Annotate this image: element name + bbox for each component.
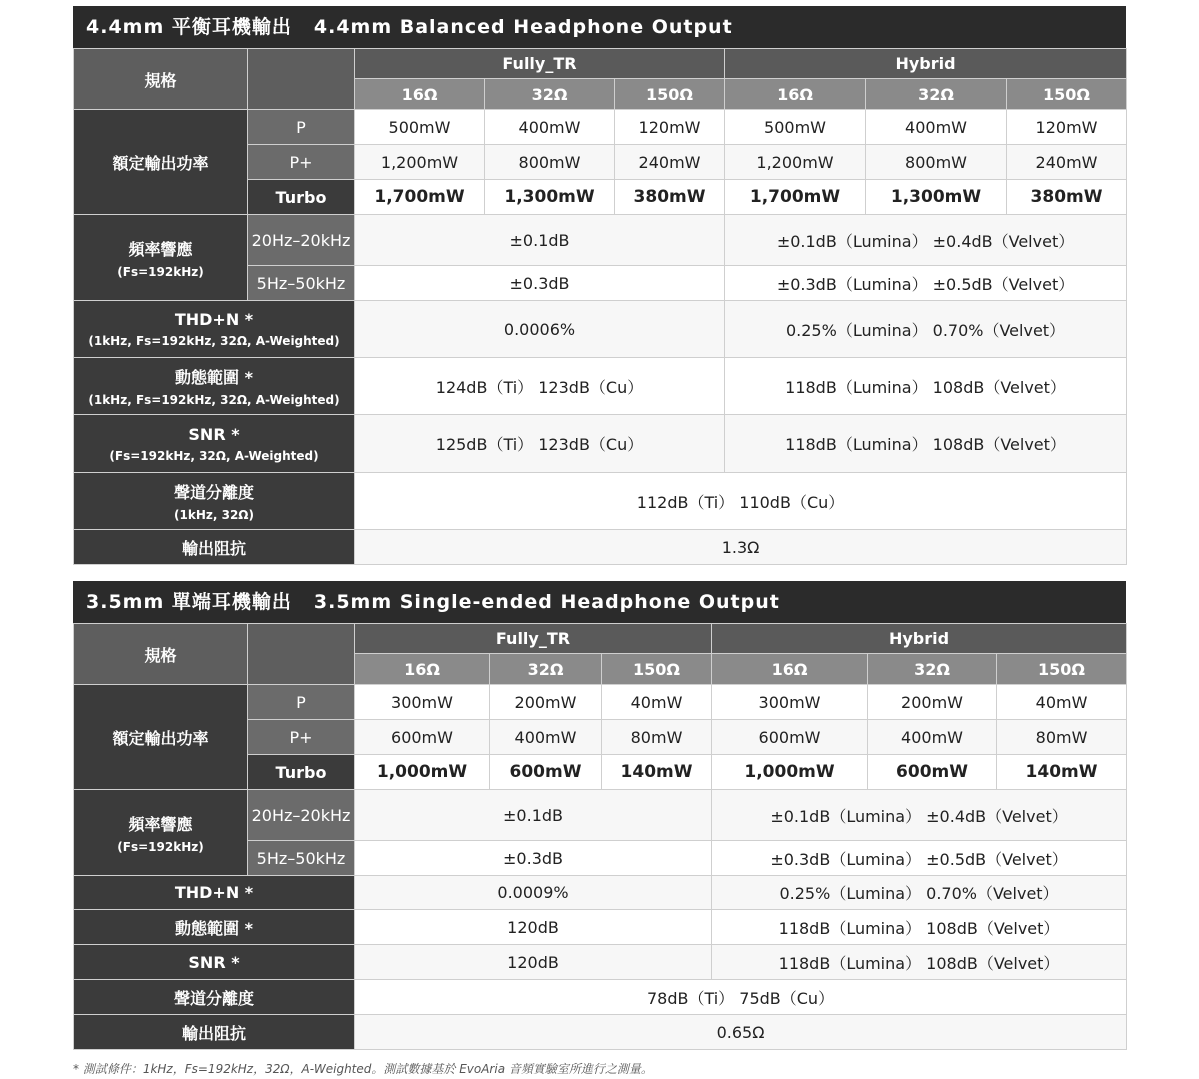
value-cell: ±0.3dB — [355, 266, 725, 301]
power-label: 額定輸出功率 — [74, 685, 248, 790]
thd-label: THD+N * — [74, 876, 355, 910]
value-cell: 125dB（Ti） 123dB（Cu） — [355, 415, 725, 473]
spec-table — [73, 623, 1127, 1050]
value-cell: 118dB（Lumina） 108dB（Velvet） — [725, 415, 1127, 473]
value-cell: 124dB（Ti） 123dB（Cu） — [355, 358, 725, 415]
value-cell: 400mW — [485, 110, 615, 145]
impedance-header: 150Ω — [615, 79, 725, 110]
freq-response-label: 頻率響應 (Fs=192kHz) — [74, 790, 248, 876]
value-cell: 118dB（Lumina） 108dB（Velvet） — [725, 358, 1127, 415]
snr-label: SNR * — [74, 945, 355, 980]
impedance-header: 32Ω — [485, 79, 615, 110]
impedance-header: 16Ω — [712, 654, 868, 685]
value-cell: 118dB（Lumina） 108dB（Velvet） — [712, 945, 1127, 980]
impedance-header: 16Ω — [355, 79, 485, 110]
value-cell: 78dB（Ti） 75dB（Cu） — [355, 980, 1127, 1015]
value-cell: 200mW — [868, 685, 997, 720]
value-cell: 0.0009% — [355, 876, 712, 910]
blank-header — [248, 49, 355, 110]
p-plus-mode-label: P+ — [248, 145, 355, 180]
value-cell: ±0.1dB — [355, 790, 712, 841]
value-cell: 120mW — [615, 110, 725, 145]
group-header-fully-tr: Fully_TR — [355, 624, 712, 654]
value-cell: 400mW — [490, 720, 602, 755]
group-header-hybrid: Hybrid — [712, 624, 1127, 654]
value-cell: ±0.3dB（Lumina） ±0.5dB（Velvet） — [725, 266, 1127, 301]
value-cell: 120dB — [355, 945, 712, 980]
freq-range-label: 20Hz–20kHz — [248, 790, 355, 841]
value-cell: 1,000mW — [712, 755, 868, 790]
impedance-header: 32Ω — [490, 654, 602, 685]
value-cell: 1,000mW — [355, 755, 490, 790]
impedance-label: 輸出阻抗 — [74, 1015, 355, 1050]
value-cell: 1,300mW — [485, 180, 615, 215]
impedance-header: 16Ω — [355, 654, 490, 685]
snr-label: SNR * (Fs=192kHz, 32Ω, A-Weighted) — [74, 415, 355, 473]
turbo-mode-label: Turbo — [248, 180, 355, 215]
value-cell: 200mW — [490, 685, 602, 720]
impedance-header: 150Ω — [997, 654, 1127, 685]
value-cell: 400mW — [868, 720, 997, 755]
value-cell: 0.25%（Lumina） 0.70%（Velvet） — [725, 301, 1127, 358]
freq-response-label: 頻率響應 (Fs=192kHz) — [74, 215, 248, 301]
single-ended-output-section — [73, 581, 1126, 1050]
value-cell: 500mW — [355, 110, 485, 145]
value-cell: 800mW — [866, 145, 1007, 180]
value-cell: 140mW — [602, 755, 712, 790]
power-label: 額定輸出功率 — [74, 110, 248, 215]
value-cell: 120dB — [355, 910, 712, 945]
value-cell: 240mW — [615, 145, 725, 180]
freq-range-label: 5Hz–50kHz — [248, 841, 355, 876]
value-cell: ±0.1dB（Lumina） ±0.4dB（Velvet） — [725, 215, 1127, 266]
value-cell: 1,200mW — [725, 145, 866, 180]
value-cell: 800mW — [485, 145, 615, 180]
turbo-mode-label: Turbo — [248, 755, 355, 790]
value-cell: 120mW — [1007, 110, 1127, 145]
blank-header — [248, 624, 355, 685]
dynamic-range-label: 動態範圍 * (1kHz, Fs=192kHz, 32Ω, A-Weighted) — [74, 358, 355, 415]
value-cell: 140mW — [997, 755, 1127, 790]
value-cell: 500mW — [725, 110, 866, 145]
value-cell: ±0.1dB（Lumina） ±0.4dB（Velvet） — [712, 790, 1127, 841]
dynamic-range-label: 動態範圍 * — [74, 910, 355, 945]
impedance-label: 輸出阻抗 — [74, 530, 355, 565]
value-cell: 0.65Ω — [355, 1015, 1127, 1050]
impedance-header: 16Ω — [725, 79, 866, 110]
value-cell: 80mW — [602, 720, 712, 755]
impedance-header: 32Ω — [868, 654, 997, 685]
value-cell: ±0.3dB — [355, 841, 712, 876]
value-cell: ±0.1dB — [355, 215, 725, 266]
section-title: 3.5mm 單端耳機輸出 3.5mm Single-ended Headphone Output — [73, 581, 1126, 623]
p-mode-label: P — [248, 110, 355, 145]
impedance-header: 32Ω — [866, 79, 1007, 110]
value-cell: 1,700mW — [725, 180, 866, 215]
value-cell: 600mW — [712, 720, 868, 755]
value-cell: 600mW — [868, 755, 997, 790]
value-cell: 40mW — [997, 685, 1127, 720]
group-header-hybrid: Hybrid — [725, 49, 1127, 79]
value-cell: 1,200mW — [355, 145, 485, 180]
spec-table — [73, 48, 1127, 565]
freq-range-label: 5Hz–50kHz — [248, 266, 355, 301]
balanced-output-section — [73, 6, 1126, 565]
section-title: 4.4mm 平衡耳機輸出 4.4mm Balanced Headphone Output — [73, 6, 1126, 48]
thd-label: THD+N * (1kHz, Fs=192kHz, 32Ω, A-Weighted) — [74, 301, 355, 358]
value-cell: 40mW — [602, 685, 712, 720]
spec-header: 規格 — [74, 49, 248, 110]
value-cell: 0.0006% — [355, 301, 725, 358]
spec-header: 規格 — [74, 624, 248, 685]
value-cell: 1.3Ω — [355, 530, 1127, 565]
value-cell: ±0.3dB（Lumina） ±0.5dB（Velvet） — [712, 841, 1127, 876]
value-cell: 300mW — [712, 685, 868, 720]
group-header-fully-tr: Fully_TR — [355, 49, 725, 79]
value-cell: 80mW — [997, 720, 1127, 755]
footnote: * 測試條件：1kHz，Fs=192kHz，32Ω，A-Weighted。測試數據基於 EvoAria 音頻實驗室所進行之測量。 — [73, 1062, 653, 1076]
value-cell: 1,700mW — [355, 180, 485, 215]
value-cell: 1,300mW — [866, 180, 1007, 215]
value-cell: 0.25%（Lumina） 0.70%（Velvet） — [712, 876, 1127, 910]
value-cell: 380mW — [1007, 180, 1127, 215]
value-cell: 300mW — [355, 685, 490, 720]
p-mode-label: P — [248, 685, 355, 720]
separation-label: 聲道分離度 (1kHz, 32Ω) — [74, 473, 355, 530]
value-cell: 118dB（Lumina） 108dB（Velvet） — [712, 910, 1127, 945]
value-cell: 400mW — [866, 110, 1007, 145]
separation-label: 聲道分離度 — [74, 980, 355, 1015]
impedance-header: 150Ω — [602, 654, 712, 685]
p-plus-mode-label: P+ — [248, 720, 355, 755]
value-cell: 600mW — [490, 755, 602, 790]
freq-range-label: 20Hz–20kHz — [248, 215, 355, 266]
value-cell: 112dB（Ti） 110dB（Cu） — [355, 473, 1127, 530]
impedance-header: 150Ω — [1007, 79, 1127, 110]
value-cell: 240mW — [1007, 145, 1127, 180]
value-cell: 600mW — [355, 720, 490, 755]
value-cell: 380mW — [615, 180, 725, 215]
